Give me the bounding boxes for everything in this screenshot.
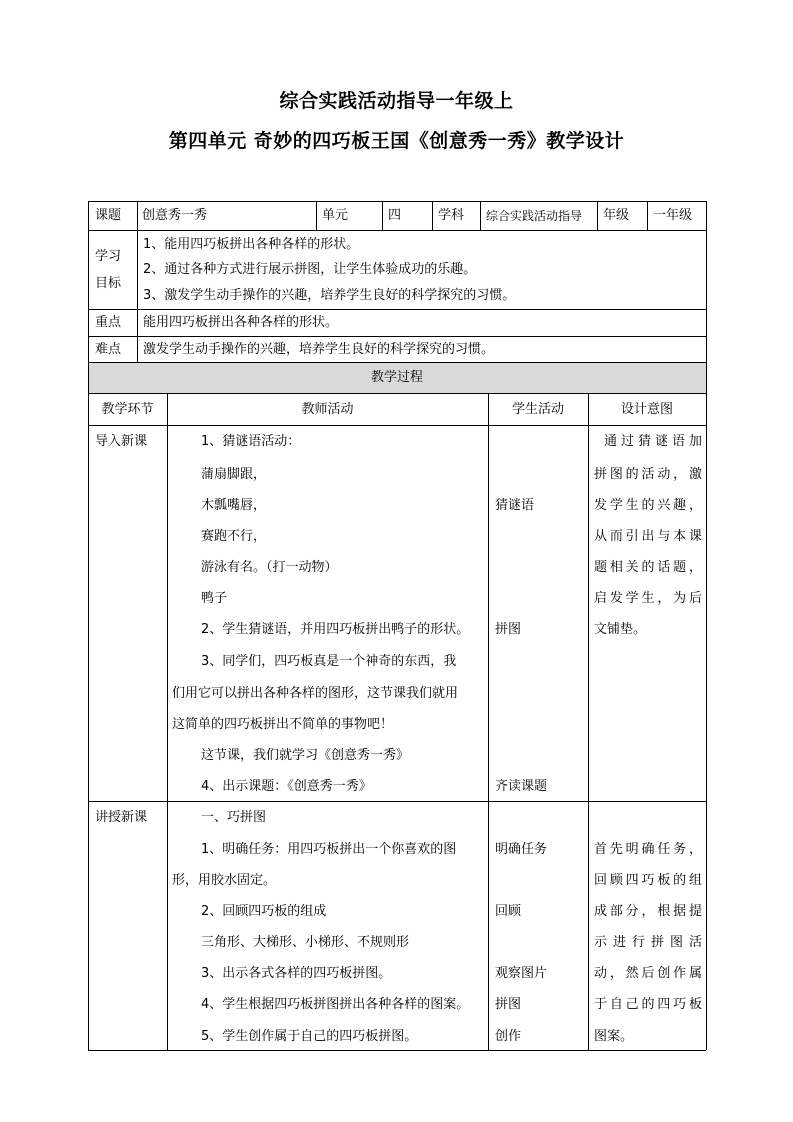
design-intent-line: 动，然后创作属 xyxy=(594,966,702,981)
doc-title-line2: 第四单元 奇妙的四巧板王国《创意秀一秀》教学设计 xyxy=(168,130,625,152)
unit-value: 四 xyxy=(388,208,402,223)
table-hline xyxy=(88,201,706,202)
teacher-activity-line: 4、学生根据四巧板拼图拼出各种各样的图案。 xyxy=(201,997,470,1012)
grade-value: 一年级 xyxy=(653,208,693,223)
design-intent-line: 文铺垫。 xyxy=(594,622,647,637)
student-activity-line: 明确任务 xyxy=(495,842,548,857)
table-vline xyxy=(88,201,89,1050)
design-intent-line: 图案。 xyxy=(594,1029,634,1044)
teacher-activity-line: 木瓢嘴唇， xyxy=(201,498,267,513)
section-name: 导入新课 xyxy=(95,434,148,449)
goal-item: 1、能用四巧板拼出各种各样的形状。 xyxy=(143,237,360,252)
design-intent-line: 启发学生，为后 xyxy=(594,591,702,606)
design-intent-line: 从而引出与本课 xyxy=(594,529,702,544)
design-intent-line: 回顾四巧板的组 xyxy=(594,873,702,888)
student-activity-line: 齐读课题 xyxy=(495,779,548,794)
subject-value: 综合实践活动指导 xyxy=(486,209,583,223)
teacher-activity-line: 三角形、大梯形、小梯形、不规则形 xyxy=(201,935,410,950)
student-activity-line: 创作 xyxy=(495,1029,522,1044)
teacher-activity-line: 游泳有名。（打一动物） xyxy=(201,560,338,575)
student-activity-line: 拼图 xyxy=(495,622,522,637)
teacher-activity-line: 4、出示课题：《创意秀一秀》 xyxy=(201,779,372,794)
column-header-stage: 教学环节 xyxy=(101,402,154,417)
teacher-activity-line: 一、巧拼图 xyxy=(201,810,267,825)
lesson-value: 创意秀一秀 xyxy=(142,208,208,223)
teacher-activity-line: 蒲扇脚跟， xyxy=(201,467,267,482)
goals-label-1: 学习 xyxy=(95,249,122,264)
goals-label-2: 目标 xyxy=(95,276,122,291)
design-intent-line: 拼图的活动，激 xyxy=(594,467,702,482)
table-vline xyxy=(432,201,433,230)
subject-label: 学科 xyxy=(438,208,465,223)
teacher-activity-line: 赛跑不行， xyxy=(201,529,267,544)
design-intent-line: 通过猜谜语加 xyxy=(604,434,702,449)
teacher-activity-line: 1、猜谜语活动： xyxy=(201,434,301,449)
student-activity-line: 观察图片 xyxy=(495,966,548,981)
teacher-activity-line: 1、明确任务：用四巧板拼出一个你喜欢的图 xyxy=(201,842,457,857)
teacher-activity-line: 3、出示各式各样的四巧板拼图。 xyxy=(201,966,392,981)
design-intent-line: 题相关的话题， xyxy=(594,560,702,575)
table-vline xyxy=(382,201,383,230)
table-hline xyxy=(88,309,706,310)
table-hline xyxy=(88,393,706,394)
table-vline xyxy=(588,393,589,1050)
table-vline xyxy=(137,201,138,362)
difficulty-label: 难点 xyxy=(95,342,122,357)
table-vline xyxy=(488,393,489,1050)
table-hline xyxy=(88,336,706,337)
design-intent-line: 于自己的四巧板 xyxy=(594,997,702,1012)
doc-title-line1: 综合实践活动指导一年级上 xyxy=(279,90,514,112)
teacher-activity-line: 2、回顾四巧板的组成 xyxy=(201,904,327,919)
grade-label: 年级 xyxy=(603,208,630,223)
student-activity-line: 拼图 xyxy=(495,997,522,1012)
goal-item: 2、通过各种方式进行展示拼图，让学生体验成功的乐趣。 xyxy=(143,262,477,277)
table-vline xyxy=(706,201,707,1050)
table-hline xyxy=(88,1050,706,1051)
table-vline xyxy=(480,201,481,230)
teacher-activity-line: 鸭子 xyxy=(201,591,228,606)
design-intent-line: 发学生的兴趣， xyxy=(594,498,702,513)
table-hline xyxy=(88,425,706,426)
teacher-activity-line: 这节课，我们就学习《创意秀一秀》 xyxy=(201,748,410,763)
process-header: 教学过程 xyxy=(370,370,423,385)
key-label: 重点 xyxy=(95,315,122,330)
table-hline xyxy=(88,230,706,231)
section-name: 讲授新课 xyxy=(95,810,148,825)
teacher-activity-line: 形，用胶水固定。 xyxy=(172,873,277,888)
table-vline xyxy=(167,393,168,1050)
goal-item: 3、激发学生动手操作的兴趣，培养学生良好的科学探究的习惯。 xyxy=(143,288,516,303)
design-intent-line: 成部分，根据提 xyxy=(594,904,702,919)
table-vline xyxy=(647,201,648,230)
key-value: 能用四巧板拼出各种各样的形状。 xyxy=(143,315,339,330)
column-header-student: 学生活动 xyxy=(511,402,564,417)
column-header-intent: 设计意图 xyxy=(620,402,673,417)
table-vline xyxy=(597,201,598,230)
table-hline xyxy=(88,362,706,363)
table-vline xyxy=(316,201,317,230)
column-header-teacher: 教师活动 xyxy=(301,402,354,417)
teacher-activity-line: 2、学生猜谜语，并用四巧板拼出鸭子的形状。 xyxy=(201,622,470,637)
lesson-label: 课题 xyxy=(95,208,122,223)
teacher-activity-line: 5、学生创作属于自己的四巧板拼图。 xyxy=(201,1029,418,1044)
student-activity-line: 猜谜语 xyxy=(495,498,535,513)
design-intent-line: 示进行拼图活 xyxy=(594,935,702,950)
teacher-activity-line: 们用它可以拼出各种各样的图形，这节课我们就用 xyxy=(172,686,459,701)
teacher-activity-line: 这简单的四巧板拼出不简单的事物吧！ xyxy=(172,717,394,732)
teacher-activity-line: 3、同学们，四巧板真是一个神奇的东西，我 xyxy=(201,654,457,669)
difficulty-value: 激发学生动手操作的兴趣，培养学生良好的科学探究的习惯。 xyxy=(143,342,495,357)
student-activity-line: 回顾 xyxy=(495,904,522,919)
design-intent-line: 首先明确任务， xyxy=(594,842,702,857)
unit-label: 单元 xyxy=(322,208,349,223)
table-hline xyxy=(88,801,706,802)
